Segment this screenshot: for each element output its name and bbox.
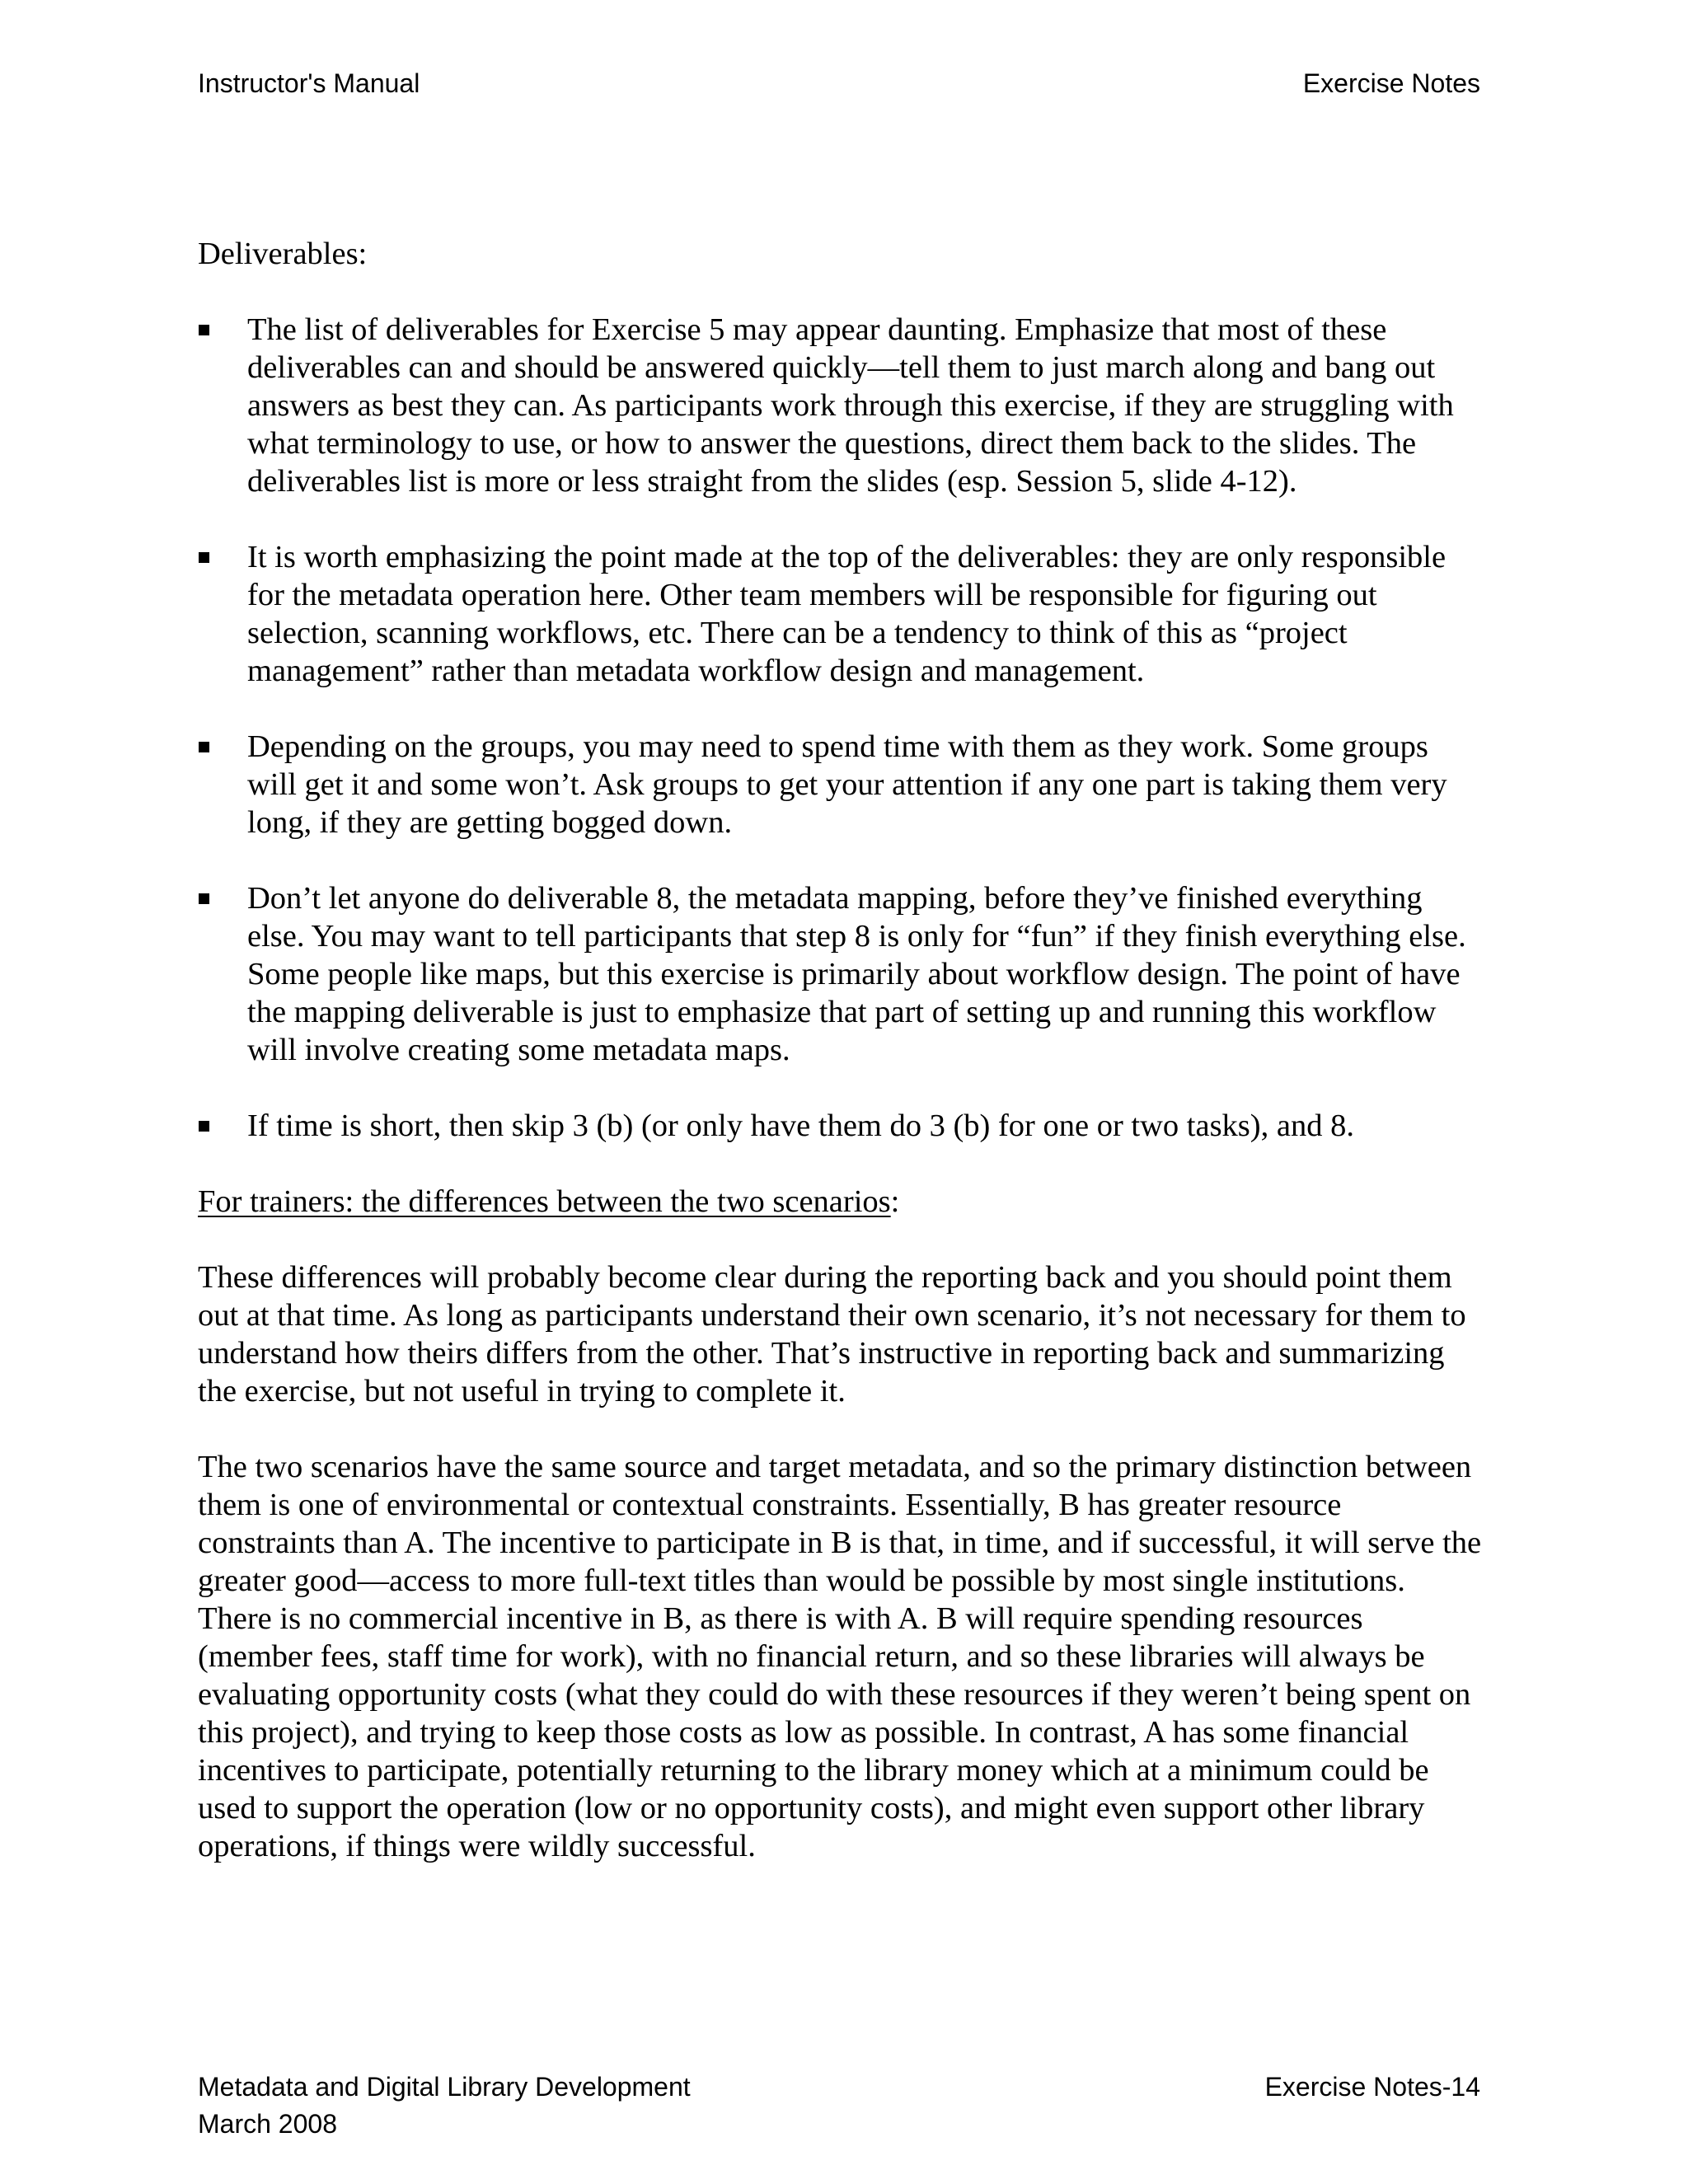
list-item-text: Depending on the groups, you may need to spend time with them as they work. Some groups will get it and some won’t. Ask groups to get your attention if any one part is taking them very long, if they are getting bogged down. [247, 729, 1447, 840]
list-item [198, 1107, 1484, 1145]
list-item [198, 879, 1484, 1069]
list-item-text: If time is short, then skip 3 (b) (or only have them do 3 (b) for one or two tasks), and 8. [247, 1108, 1354, 1143]
square-bullet-icon [199, 325, 209, 335]
list-item-text: Don’t let anyone do deliverable 8, the metadata mapping, before they’ve finished everything else. You may want to tell participants that step 8 is only for “fun” if they finish everything else. Some people like maps, but this exercise is primarily about workflow design. The point of have the mapping deliverable is just to emphasize that part of setting up and running this workflow will involve creating some metadata maps. [247, 881, 1466, 1067]
list-item [198, 538, 1484, 690]
square-bullet-icon [199, 742, 209, 752]
page-footer [198, 2069, 1480, 2143]
list-item [198, 311, 1484, 500]
header-right-text: Exercise Notes [1302, 68, 1480, 98]
section-heading: Deliverables: [198, 237, 368, 271]
footer-date: March 2008 [198, 2109, 337, 2139]
body-paragraph: These differences will probably become clear during the reporting back and you should point them out at that time. As long as participants understand their own scenario, it’s not necessary for them to understand how theirs differs from the other. That’s instructive in reporting back and summarizing the exercise, but not useful in trying to complete it. [198, 1260, 1466, 1408]
page-header [198, 65, 1480, 102]
list-item [198, 728, 1484, 841]
deliverables-list [198, 311, 1484, 1145]
trainers-subheading-colon: : [890, 1184, 900, 1219]
footer-title: Metadata and Digital Library Development [198, 2072, 691, 2102]
list-item-text: It is worth emphasizing the point made at the top of the deliverables: they are only responsible for the metadata operation here. Other team members will be responsible for figuring out selection, scanning workflows, etc. There can be a tendency to think of this as “project management” rather than metadata workflow design and management. [247, 540, 1447, 688]
list-item-text: The list of deliverables for Exercise 5 may appear daunting. Emphasize that most of these deliverables can and should be answered quickly—tell them to just march along and bang out answers as best they can. As participants work through this exercise, if they are struggling with what terminology to use, or how to answer the questions, direct them back to the slides. The deliverables list is more or less straight from the slides (esp. Session 5, slide 4-12). [247, 312, 1454, 499]
square-bullet-icon [199, 552, 209, 563]
footer-page-label: Exercise Notes-14 [1264, 2072, 1480, 2102]
trainers-subheading [198, 1183, 1484, 1221]
square-bullet-icon [199, 893, 209, 904]
square-bullet-icon [199, 1121, 209, 1132]
page-content [198, 235, 1484, 1903]
body-paragraph: The two scenarios have the same source and target metadata, and so the primary distinction between them is one of environmental or contextual constraints. Essentially, B has greater resource constraints than A. The incentive to participate in B is that, in time, and if successful, it will serve the greater good—access to more full-text titles than would be possible by most single institutions. There is no commercial incentive in B, as there is with A. B will require spending resources (member fees, staff time for work), with no financial return, and so these libraries will always be evaluating opportunity costs (what they could do with these resources if they weren’t being spent on this project), and trying to keep those costs as low as possible. In contrast, A has some financial incentives to participate, potentially returning to the library money which at a minimum could be used to support the operation (low or no opportunity costs), and might even support other library operations, if things were wildly successful. [198, 1450, 1482, 1863]
footer-row [198, 2069, 1480, 2106]
header-left-text: Instructor's Manual [198, 68, 420, 98]
trainers-subheading-text: For trainers: the differences between the two scenarios [198, 1184, 891, 1219]
